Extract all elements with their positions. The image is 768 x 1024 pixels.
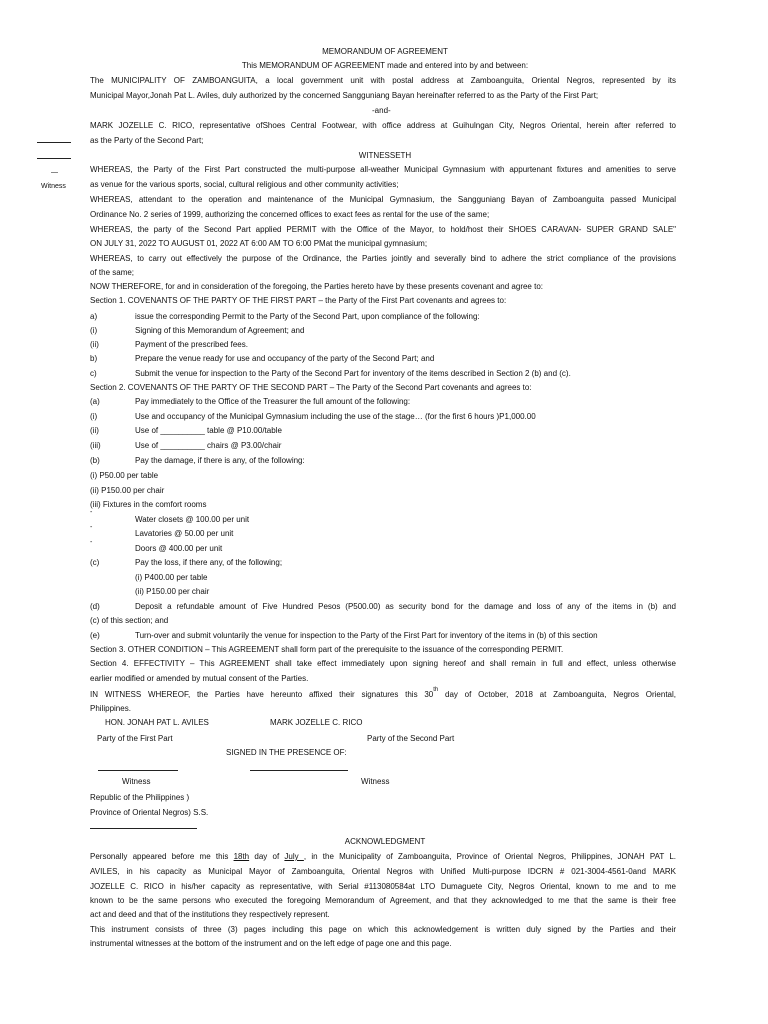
s1-item-mark: (ii) [90, 340, 99, 349]
intro-line: This MEMORANDUM OF AGREEMENT made and entered into by and between: [241, 61, 529, 70]
section1-heading: Section 1. COVENANTS OF THE PARTY OF THE FIRST PART – the Party of the First Part covenants and agrees to: [90, 296, 507, 305]
venue-province: Province of Oriental Negros) S.S. [90, 808, 209, 817]
s1-item-mark: b) [90, 354, 98, 363]
loss-item: (i) P400.00 per table [135, 573, 208, 582]
item-c-mark: (c) [90, 558, 100, 567]
ack-day: 18th [233, 852, 250, 861]
ack-line: known to be the same persons who executed the foregoing Memorandum of Agreement, and that they acknowledged to me that the same is their free [90, 896, 676, 905]
ack-line1-b: day of [249, 852, 285, 861]
ack-line1 [90, 853, 676, 861]
loss-item: (ii) P150.00 per chair [135, 587, 210, 596]
fixture-item: Doors @ 400.00 per unit [135, 544, 223, 553]
party2-line1: MARK JOZELLE C. RICO, representative ofShoes Central Footwear, with office address at Guihulngan City, Negros Oriental, herein after referred to [90, 121, 676, 130]
ack-month: July [284, 852, 304, 861]
s1-item-text: issue the corresponding Permit to the Party of the Second Part, upon compliance of the following: [135, 312, 480, 321]
ack-line: act and deed and that of the institutions they respectively represent. [90, 910, 330, 919]
venue-divider-line [90, 828, 197, 829]
s2-item-mark: (iii) [90, 441, 101, 450]
section4-line2: earlier modified or amended by mutual consent of the Parties. [90, 674, 309, 683]
venue-republic: Republic of the Philippines ) [90, 793, 190, 802]
witness-signature-line-left [98, 770, 178, 771]
in-witness-line2: Philippines. [90, 704, 131, 713]
s2-item-mark: (b) [90, 456, 100, 465]
section3: Section 3. OTHER CONDITION – This AGREEMENT shall form part of the prerequisite to the issuance of the corresponding PERMIT. [90, 645, 564, 654]
ack-line: AVILES, in his capacity as Municipal Mayor of Zamboanguita, Oriental Negros with Unified Multi-purpose IDCRN # 021-3004-4561-0and MARK [90, 867, 676, 876]
party1-line2: Municipal Mayor,Jonah Pat L. Aviles, duly authorized by the concerned Sangguniang Bayan hereinafter referred to as the Party of the First Part; [90, 91, 599, 100]
margin-signature-line-1 [37, 142, 71, 143]
now-therefore: NOW THEREFORE, for and in consideration of the foregoing, the Parties hereto have by these presents covenant and agree to: [90, 282, 543, 291]
fixture-bullet: - [90, 539, 93, 546]
fixture-bullet: - [90, 509, 93, 516]
ack-line1-a: Personally appeared before me this [90, 852, 234, 861]
in-witness-before: IN WITNESS WHEREOF, the Parties have hereunto affixed their signatures this 30 [90, 690, 434, 699]
witness-signature-line-right [250, 770, 348, 771]
whereas2-line2: Ordinance No. 2 series of 1999, authorizing the concerned offices to exact fees as rental for the use of the same; [90, 210, 490, 219]
s1-item-mark: c) [90, 369, 97, 378]
signed-presence: SIGNED IN THE PRESENCE OF: [226, 748, 347, 757]
damage-item: (ii) P150.00 per chair [90, 486, 165, 495]
acknowledgment-title: ACKNOWLEDGMENT [344, 837, 426, 846]
and-separator: -and- [372, 106, 391, 115]
document-title: MEMORANDUM OF AGREEMENT [322, 47, 448, 56]
ack-line: JOZELLE C. RICO in his/her capacity as representative, with Serial #113080584at LTO Dumaguete City, Negros Oriental, known to me and to me [90, 882, 676, 891]
section4-line1: Section 4. EFFECTIVITY – This AGREEMENT shall take effect immediately upon signing hereof and shall remain in full and effect, unless otherwise [90, 659, 676, 668]
s1-item-text: Signing of this Memorandum of Agreement; and [135, 326, 305, 335]
margin-witness-label: Witness [41, 183, 66, 190]
witnesseth-heading: WITNESSETH [358, 151, 412, 160]
party2-line2: as the Party of the Second Part; [90, 136, 204, 145]
in-witness-after: day of October, 2018 at Zamboanguita, Negros Oriental, [438, 690, 677, 699]
margin-signature-line-2 [37, 158, 71, 159]
in-witness-line1 [90, 687, 677, 699]
witness-label-left: Witness [122, 777, 151, 786]
fixture-item: Lavatories @ 50.00 per unit [135, 529, 234, 538]
whereas1-line2: as venue for the various sports, social, cultural religious and other community activities; [90, 180, 399, 189]
item-d-text: Deposit a refundable amount of Five Hundred Pesos (P500.00) as security bond for the damage and loss of any of the items in (b) and [135, 602, 676, 611]
witness-label-right: Witness [361, 777, 390, 786]
whereas1-line1: WHEREAS, the Party of the First Part constructed the multi-purpose all-weather Municipal Gymnasium with appurtenant fixtures and amenities to serve [90, 165, 676, 174]
item-c-text: Pay the loss, if there any, of the following; [135, 558, 283, 567]
s1-item-mark: (i) [90, 326, 98, 335]
fixture-bullet: - [90, 524, 93, 531]
item-e-mark: (e) [90, 631, 100, 640]
margin-dash: — [51, 169, 58, 176]
s1-item-text: Prepare the venue ready for use and occupancy of the party of the Second Part; and [135, 354, 435, 363]
s2-item-mark: (a) [90, 397, 100, 406]
fixture-item: Water closets @ 100.00 per unit [135, 515, 250, 524]
s2-item-text: Use and occupancy of the Municipal Gymnasium including the use of the stage… (for the first 6 hours )P1,000.00 [135, 412, 536, 421]
section2-heading: Section 2. COVENANTS OF THE PARTY OF THE SECOND PART – The Party of the Second Part covenants and agrees to: [90, 383, 532, 392]
ack-closing-line2: instrumental witnesses at the bottom of the instrument and on the left edge of page one and this page. [90, 939, 452, 948]
whereas2-line1: WHEREAS, attendant to the operation and maintenance of the Municipal Gymnasium, the Sangguniang Bayan of Zamboanguita passed Municipal [90, 195, 676, 204]
in-witness-sup: th [433, 687, 439, 693]
whereas3-line2: ON JULY 31, 2022 TO AUGUST 01, 2022 AT 6:00 AM TO 6:00 PMat the municipal gymnasium; [90, 239, 428, 248]
item-d-continued: (c) of this section; and [90, 616, 169, 625]
s2-item-text: Pay the damage, if there is any, of the following: [135, 456, 305, 465]
s2-item-text: Use of __________ table @ P10.00/table [135, 426, 282, 435]
damage-item: (iii) Fixtures in the comfort rooms [90, 500, 207, 509]
whereas4-line2: of the same; [90, 268, 135, 277]
damage-item: (i) P50.00 per table [90, 471, 159, 480]
s1-item-mark: a) [90, 312, 98, 321]
second-party-role: Party of the Second Part [367, 734, 455, 743]
s2-item-mark: (ii) [90, 426, 99, 435]
item-d-mark: (d) [90, 602, 100, 611]
s2-item-text: Pay immediately to the Office of the Treasurer the full amount of the following: [135, 397, 411, 406]
whereas3-line1: WHEREAS, the party of the Second Part applied PERMIT with the Office of the Mayor, to hold/host their SHOES CARAVAN- SUPER GRAND SALE" [90, 225, 676, 234]
first-party-name: HON. JONAH PAT L. AVILES [105, 718, 209, 727]
ack-closing-line1: This instrument consists of three (3) pages including this page on which this acknowledgement is written duly signed by the Parties and their [90, 925, 676, 934]
item-e-text: Turn-over and submit voluntarily the venue for inspection to the Party of the First Part for inventory of the items in (b) of this section [135, 631, 598, 640]
s1-item-text: Payment of the prescribed fees. [135, 340, 248, 349]
s2-item-text: Use of __________ chairs @ P3.00/chair [135, 441, 282, 450]
whereas4-line1: WHEREAS, to carry out effectively the purpose of the Ordinance, the Parties jointly and severally bind to adhere the strict compliance of the provisions [90, 254, 676, 263]
s2-item-mark: (i) [90, 412, 98, 421]
party1-line1: The MUNICIPALITY OF ZAMBOANGUITA, a local government unit with postal address at Zamboanguita, Oriental Negros, represented by its [90, 76, 676, 85]
ack-line1-c: , in the Municipality of Zamboanguita, Province of Oriental Negros, Philippines, JONAH PAT L. [303, 852, 677, 861]
s1-item-text: Submit the venue for inspection to the Party of the Second Part for inventory of the items described in Section 2 (b) and (c). [135, 369, 571, 378]
first-party-role: Party of the First Part [97, 734, 173, 743]
second-party-name: MARK JOZELLE C. RICO [270, 718, 363, 727]
